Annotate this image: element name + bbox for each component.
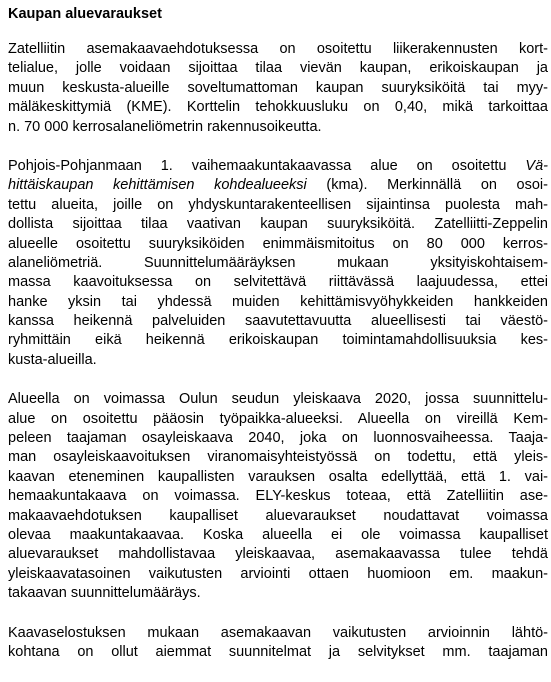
text-line: olevaa maakuntakaavaa. Koska alueella ei ole voimassa kaupalliset — [8, 526, 548, 543]
text-line: alue on osoitettu pääosin työpaikka-alueeksi. Alueella on vireillä Kem- — [8, 410, 548, 427]
text-line: Alueella on voimassa Oulun seudun yleiskaava 2020, jossa suunnittelu- — [8, 391, 548, 408]
text-line: peleen taajaman osayleiskaava 2040, joka on luonnosvaiheessa. Taaja- — [8, 430, 548, 447]
document-page — [8, 4, 548, 682]
text-line: makaavaehdotuksen kaupalliset aluevaraukset noudattavat voimassa — [8, 507, 548, 524]
paragraph-1 — [8, 40, 548, 137]
text-line: muun keskusta-alueille soveltumattoman kaupan suuryksiköitä tai myy- — [8, 79, 548, 96]
text-line: dollista sijoittaa tilaa vaativan kaupan suuryksiköitä. Zatelliitti-Zeppelin — [8, 216, 548, 233]
text-line: hemaakuntakaava on voimassa. ELY-keskus toteaa, että Zatelliitin ase- — [8, 488, 548, 505]
text-line: aluevaraukset mahdollistavaa yleiskaavaa, asemakaavassa tulee tehdä — [8, 546, 548, 563]
text-segment: (kma). Merkinnällä on osoi- — [306, 177, 548, 194]
text-line: alaneliömetriä. Suunnittelumääräyksen mukaan yksityiskohtaisem- — [8, 254, 548, 271]
text-line: Kaavaselostuksen mukaan asemakaavan vaikutusten arvioinnin lähtö- — [8, 624, 548, 641]
text-line: massa kaavoituksessa on selvitettävä riittävässä laajuudessa, ettei — [8, 274, 548, 291]
text-line: mäläkeskittymiä (KME). Korttelin tehokkuusluku on 0,40, mikä tarkoittaa — [8, 99, 548, 116]
text-line: hanke yksin tai yhdessä muiden kehittämisvyöhykkeiden hankkeiden — [8, 293, 548, 310]
text-line: kusta-alueilla. — [8, 351, 97, 368]
text-line: kohtana on ollut aiemmat suunnitelmat ja selvitykset mm. taajaman — [8, 643, 548, 660]
text-line: Zatelliitin asemakaavaehdotuksessa on osoitettu liikerakennusten kort- — [8, 41, 548, 57]
text-line: kaavan eteneminen kaupallisten varauksen osalta edellyttää, että 1. vai- — [8, 468, 548, 485]
italic-text: Vä- — [525, 157, 548, 174]
text-line — [8, 157, 548, 176]
text-line: man osayleiskaavoituksen viranomaisyhteistyössä on todettu, että yleis- — [8, 449, 548, 466]
text-line — [8, 176, 548, 195]
paragraph-2 — [8, 157, 548, 370]
text-line: telialue, jolle voidaan sijoittaa tilaa vievän kaupan, erikoiskaupan ja — [8, 60, 548, 77]
paragraph-4 — [8, 624, 548, 663]
text-line: ryhmittäin eikä heikennä erikoiskaupan toimintamahdollisuuksia kes- — [8, 332, 548, 349]
italic-text: hittäiskaupan kehittämisen kohdealueeksi — [8, 177, 307, 194]
text-line: n. 70 000 kerrosalaneliömetrin rakennusoikeutta. — [8, 118, 322, 135]
paragraph-3 — [8, 390, 548, 603]
text-line: yleiskaavatasoinen vaikutusten arviointi ottaen huomioon em. maakun- — [8, 565, 548, 582]
text-line: tettu alueita, joille on yhdyskuntarakenteellisen sijaintinsa puolesta mah- — [8, 196, 548, 213]
text-line: alueelle osoitettu suuryksiköiden enimmäismitoitus on 80 000 kerros- — [8, 235, 548, 252]
text-line: kanssa heikennä palveluiden saavutettavuutta alueellisesti tai väestö- — [8, 313, 548, 330]
text-segment: Pohjois-Pohjanmaan 1. vaihemaakuntakaavassa alue on osoitettu — [8, 157, 526, 174]
text-line: takaavan suunnittelumääräys. — [8, 585, 201, 602]
section-heading: Kaupan aluevaraukset — [8, 6, 162, 22]
